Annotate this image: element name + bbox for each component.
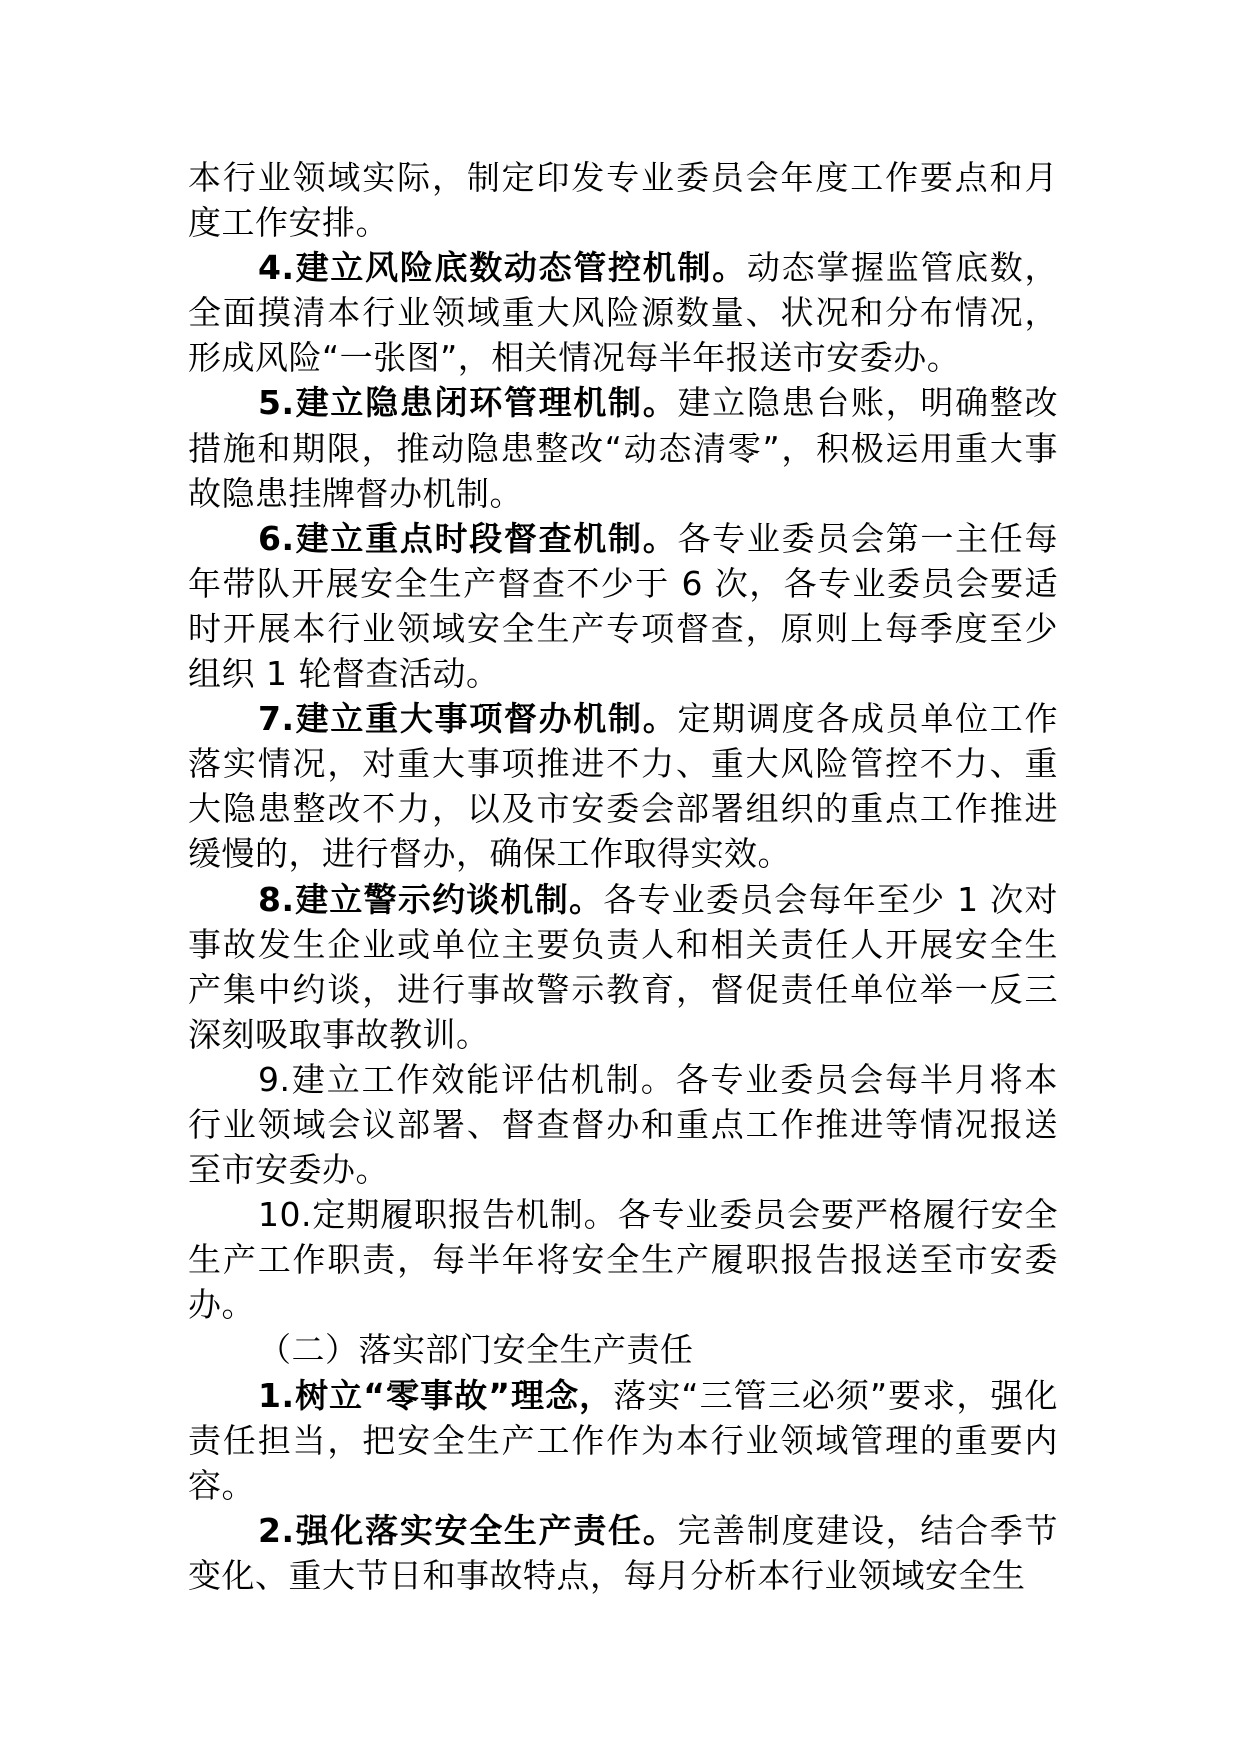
paragraph-lead: 8.建立警示约谈机制。 [258,879,604,919]
paragraph-body: 落实“三管三必须”要求，强化责任担当，把安全生产工作作为本行业领域管理的重要内容。 [188,1375,1058,1505]
section-heading [188,1327,1058,1372]
paragraph-body: 定期调度各成员单位工作落实情况，对重大事项推进不力、重大风险管控不力、重大隐患整改不力，以及市安委会部署组织的重点工作推进缓慢的，进行督办，确保工作取得实效。 [188,699,1058,874]
paragraph-item-9 [188,1057,1058,1192]
paragraph-item-2 [188,1508,1058,1598]
paragraph-body: 各专业委员会第一主任每年带队开展安全生产督查不少于 6 次，各专业委员会要适时开展本行业领域安全生产专项督查，原则上每季度至少组织 1 轮督查活动。 [188,518,1058,694]
paragraph-continuation [188,155,1058,245]
paragraph-lead: 5.建立隐患闭环管理机制。 [258,383,678,423]
document-page [188,155,1058,1598]
paragraph-lead: 4.建立风险底数动态管控机制。 [258,248,747,288]
paragraph-item-5 [188,380,1058,515]
section-heading-text: （二）落实部门安全生产责任 [258,1330,694,1370]
paragraph-item-7 [188,696,1058,876]
paragraph-body: 9.建立工作效能评估机制。各专业委员会每半月将本行业领域会议部署、督查督办和重点工作推进等情况报送至市安委办。 [188,1059,1058,1190]
paragraph-item-4 [188,245,1058,380]
paragraph-body: 完善制度建设，结合季节变化、重大节日和事故特点，每月分析本行业领域安全生 [188,1510,1058,1595]
paragraph-item-10 [188,1192,1058,1327]
paragraph-lead: 6.建立重点时段督查机制。 [258,518,678,558]
paragraph-body: 建立隐患台账，明确整改措施和期限，推动隐患整改“动态清零”，积极运用重大事故隐患挂牌督办机制。 [188,383,1058,513]
paragraph-item-8 [188,877,1058,1057]
paragraph-body: 各专业委员会每年至少 1 次对事故发生企业或单位主要负责人和相关责任人开展安全生产集中约谈，进行事故警示教育，督促责任单位举一反三深刻吸取事故教训。 [188,879,1058,1054]
paragraph-body: 动态掌握监管底数，全面摸清本行业领域重大风险源数量、状况和分布情况，形成风险“一张图”，相关情况每半年报送市安委办。 [188,248,1059,378]
paragraph-lead: 1.树立“零事故”理念， [258,1375,614,1415]
paragraph-item-1 [188,1373,1058,1508]
paragraph-item-6 [188,516,1058,696]
paragraph-body: 10.定期履职报告机制。各专业委员会要严格履行安全生产工作职责，每半年将安全生产履职报告报送至市安委办。 [188,1195,1058,1325]
paragraph-body: 本行业领域实际，制定印发专业委员会年度工作要点和月度工作安排。 [188,158,1058,243]
paragraph-lead: 2.强化落实安全生产责任。 [258,1510,678,1550]
paragraph-lead: 7.建立重大事项督办机制。 [258,699,678,739]
